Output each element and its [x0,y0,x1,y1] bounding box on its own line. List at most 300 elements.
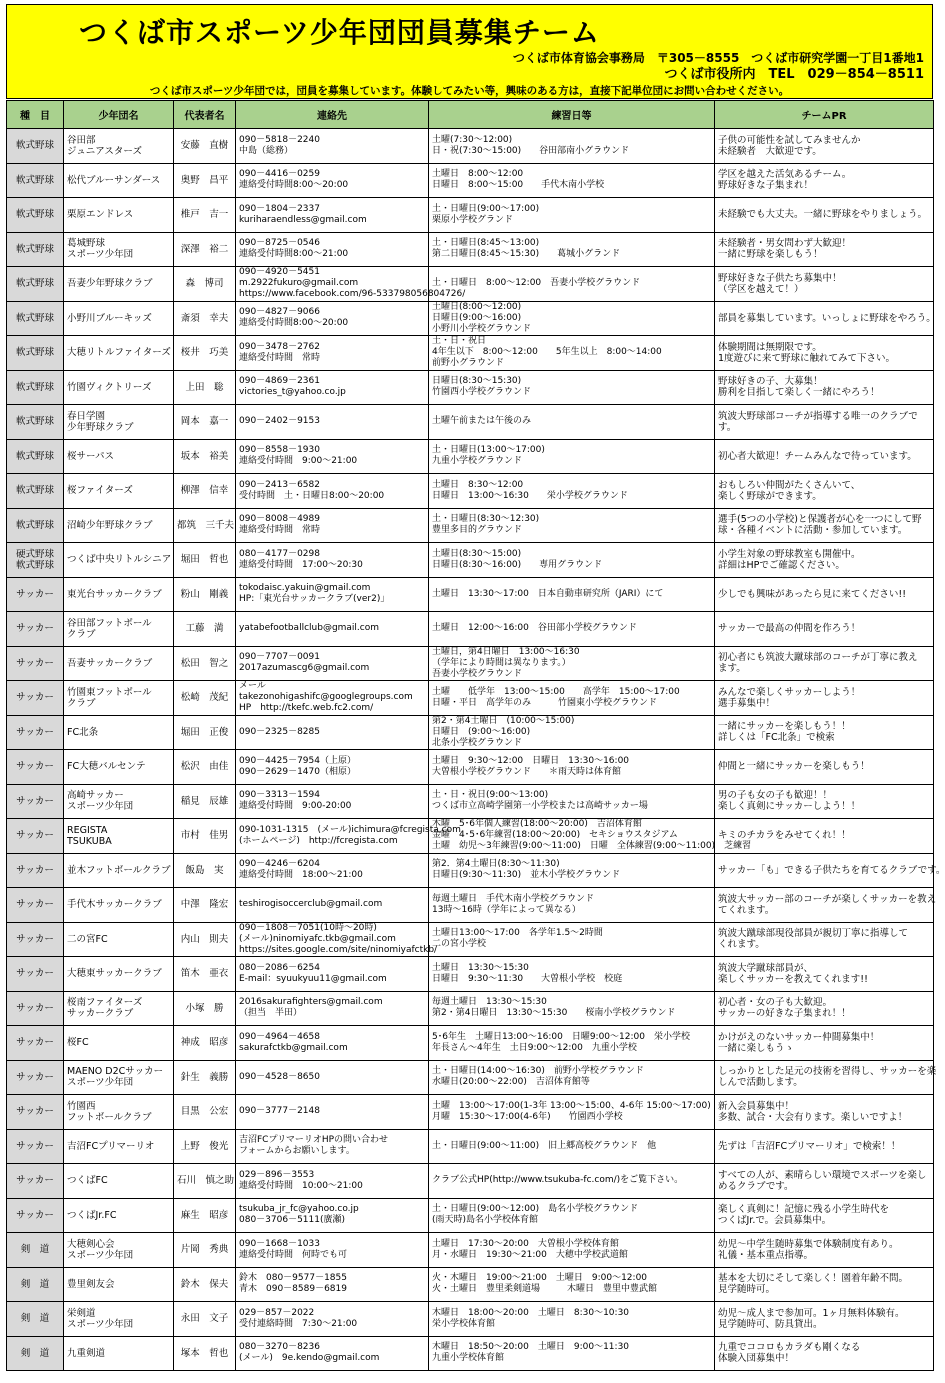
practice-cell-line: (雨天時)島名小学校体育館 [432,1215,539,1226]
representative-cell: 堀田 哲也 [174,543,236,578]
contact-cell [236,1129,429,1164]
team-name-cell-line: 栗原エンドレス [67,209,134,221]
team-pr-cell [715,508,934,543]
table-row [7,750,934,785]
practice-cell [429,991,715,1026]
contact-cell-line: 090－2629－1470（相原） [239,766,356,777]
team-name-cell-line: つくばJr.FC [67,1209,117,1221]
contact-cell [236,336,429,371]
practice-cell-line: 土曜日 13:30～15:30 [432,962,529,973]
contact-cell-line: 090－3777－2148 [239,1106,320,1117]
team-name-cell [64,715,174,750]
table-row [7,888,934,923]
team-name-cell [64,370,174,405]
practice-cell-line: 土・日曜日(14:00～16:30) 前野小学校グラウンド [432,1066,644,1077]
sport-cell [7,336,64,371]
team-pr-cell-line: 勝利を目指して楽しく一緒にやろう！ [718,387,880,399]
contact-cell [236,1060,429,1095]
contact-cell-line: tokodaisc.yakuin@gmail.com [239,583,371,594]
practice-cell [429,1060,715,1095]
team-pr-cell-line: 初心者・女の子も大歓迎。 [718,997,833,1009]
practice-cell-line: 土曜 幼児～3年練習(9:00～11:00) 日曜 全体練習(9:00～11:00) 芝練習 [432,841,752,852]
representative-cell: 片岡 秀典 [174,1233,236,1268]
team-name-cell-line: 大穂東サッカークラブ [67,968,162,980]
sport-cell [7,370,64,405]
team-pr-cell [715,1095,934,1130]
contact-cell [236,543,429,578]
team-name-cell [64,232,174,267]
team-pr-cell-line: てくれます。 [718,904,775,916]
sport-cell [7,784,64,819]
practice-cell-line: 土・日・祝日 [432,336,487,347]
team-name-cell [64,163,174,198]
team-pr-cell-line: 野球好きの子、大募集！ [718,376,823,388]
representative-cell: 安藤 直樹 [174,129,236,164]
team-pr-cell-line: 幼児～中学生随時募集で体験制度有あり。 [718,1238,899,1250]
team-pr-cell-line: 未経験者 大歓迎です。 [718,145,822,157]
representative-cell: 小塚 勝 [174,991,236,1026]
team-name-cell-line: 豊里剣友会 [67,1278,115,1290]
contact-cell [236,267,466,302]
contact-cell-line: 090－4964－4658 [239,1031,320,1042]
sport-cell-line: 軟式野球 [15,416,54,428]
contact-cell-line: 090－4827－9066 [239,307,320,318]
sport-cell [7,577,64,612]
contact-cell-line: 090－5818－2240 [239,134,320,145]
sport-cell-line: 軟式野球 [15,450,54,462]
practice-cell [429,646,715,681]
table-row [7,405,934,440]
practice-cell-line: 日曜日(9:30～11:30) 並木小学校グラウンド [432,870,621,881]
team-pr-cell [715,267,934,302]
practice-cell-line: つくば市立高崎学園第一小学校または高崎サッカー場 [432,801,648,812]
practice-cell [429,301,715,336]
sport-cell [7,991,64,1026]
practice-cell-line: 第2・第4日曜日 13:30～15:30 桜南小学校グラウンド [432,1008,676,1019]
sport-cell [7,267,64,302]
table-row [7,1060,934,1095]
team-name-cell [64,577,174,612]
sport-cell-line: サッカー [16,761,54,773]
representative-cell: 都筑 三千夫 [174,508,236,543]
practice-cell-line: 土曜 低学年 13:00～15:00 高学年 15:00～17:00 [432,686,680,697]
contact-cell-line: 青木 090－8589－6819 [239,1284,347,1295]
sport-cell-line: サッカー [16,726,54,738]
practice-cell-line: 火・木曜日 19:00～21:00 土曜日 9:00～12:00 [432,1273,648,1284]
team-name-cell-line: 葛城野球 [67,238,106,250]
representative-cell: 内山 則夫 [174,922,236,957]
team-name-cell [64,1026,174,1061]
team-pr-cell-line: 体験期間は無期限です。 [718,341,822,353]
contact-cell [236,508,429,543]
contact-cell [236,232,429,267]
team-name-cell [64,267,174,302]
contact-cell [236,129,429,164]
team-name-cell-line: ジュニアスターズ [67,145,142,157]
contact-cell-line: 連絡受付時間 10:00～21:00 [239,1180,363,1191]
team-pr-cell-line: 初心者にも筑波大蹴球部のコーチが丁寧に教え [718,652,918,664]
team-pr-cell [715,577,934,612]
team-name-cell-line: 竹園ヴィクトリーズ [67,381,152,393]
representative-cell: 堀田 正俊 [174,715,236,750]
contact-cell-line: メール [239,681,266,692]
practice-cell-line: 日曜日 9:30～11:30 大曽根小学校 校庭 [432,973,623,984]
practice-cell-line: 木曜日 18:00～20:00 土曜日 8:30～10:30 [432,1307,630,1318]
contact-cell [236,163,429,198]
team-name-cell-line: サッカークラブ [67,1008,134,1020]
sport-cell [7,301,64,336]
practice-cell-line: 水曜日(20:00～22:00) 吉沼体育館等 [432,1077,590,1088]
team-pr-cell [715,888,937,923]
team-pr-cell [715,439,934,474]
sport-cell-line: 剣 道 [20,1244,50,1256]
contact-cell [236,370,429,405]
contact-cell-line: 090－8558－1930 [239,445,320,456]
representative-cell: 工藤 満 [174,612,236,647]
table-body [7,129,945,1371]
sport-cell-line: サッカー [16,933,54,945]
team-name-cell-line: 谷田部 [67,134,96,146]
team-name-cell-line: 大穂剣心会 [67,1238,115,1250]
contact-cell-line: 連絡受付時間 17:00～20:30 [239,559,363,570]
sport-cell-line: 軟式野球 [15,278,54,290]
team-name-cell-line: 竹園東フットボール [67,686,152,698]
team-pr-cell-line: 学区を越えた活気あるチーム。 [718,169,852,181]
contact-cell [236,1336,429,1371]
practice-cell-line: 土曜日 9:30～12:00 日曜日 13:30～16:00 [432,755,630,766]
contact-cell [236,1267,429,1302]
representative-cell: 上野 俊光 [174,1129,236,1164]
team-name-cell-line: スポーツ少年団 [67,801,134,813]
practice-cell-line: 土曜日 13:30～17:00 日本自動車研究所（JARI）にて [432,588,664,599]
team-name-cell-line: スポーツ少年団 [67,249,134,261]
contact-cell-line: 連絡受付時間 9:00～21:00 [239,456,358,467]
team-pr-cell [715,1198,934,1233]
contact-cell-line: 連絡受付時間8:00～21:00 [239,249,349,260]
contact-cell [236,784,429,819]
practice-cell-line: 栄小学校体育館 [432,1318,496,1329]
team-name-cell-line: 吾妻少年野球クラブ [67,278,153,290]
practice-cell-line: 土曜(7:30～12:00) [432,134,513,145]
practice-cell-line: 土・日曜日(8:30～12:30) [432,514,540,525]
practice-cell [429,129,715,164]
practice-cell-line: 日曜日 13:00～16:30 栄小学校グラウンド [432,490,628,501]
practice-cell-line: 第2．第4土曜日(8:30～11:30) [432,859,560,870]
team-pr-cell [715,1164,934,1199]
team-name-cell-line: 桜サーパス [67,450,115,462]
sport-cell-line: 剣 道 [20,1278,50,1290]
team-pr-cell [715,1233,934,1268]
team-pr-cell-line: （学区を越えて！） [718,283,804,295]
team-name-cell [64,1129,174,1164]
contact-cell [236,405,429,440]
practice-cell-line: 土曜日(8:00～12:00) [432,301,522,312]
contact-cell [236,888,429,923]
practice-cell [429,1198,715,1233]
sport-cell-line: サッカー [16,1175,54,1187]
table-row [7,991,934,1026]
table-row [7,336,934,371]
team-name-cell [64,439,174,474]
representative-cell: 松沢 由佳 [174,750,236,785]
representative-cell: 椎戸 吉一 [174,198,236,233]
contact-cell [236,439,429,474]
contact-cell-line: 090－8008－4989 [239,514,320,525]
team-pr-cell-line: 初心者大歓迎！チームみんなで待っています。 [718,450,917,462]
team-pr-cell-line: 新入会員募集中！ [718,1100,795,1112]
practice-cell-line: 土曜午前または午後のみ [432,416,532,427]
contact-cell-line: （担当 半田） [239,1008,303,1019]
team-name-cell [64,543,174,578]
contact-cell-line: teshirogisoccerclub@gmail.com [239,899,383,910]
team-name-cell-line: スポーツ少年団 [67,1249,134,1261]
representative-cell: 奥野 昌平 [174,163,236,198]
practice-cell-line: 栗原小学校グランド [432,214,514,225]
practice-cell-line: 4年生以下 8:00～12:00 5年生以上 8:00～14:00 [432,347,662,358]
representative-cell: 森 博司 [174,267,236,302]
column-header-pr: チームPR [715,101,934,129]
contact-cell-line: (メール)ninomiyafc.tkb@gmail.com [239,933,396,944]
contact-cell-line: 090－1808－7051(10時～20時) [239,922,377,933]
org-address: つくば市体育協会事務局 〒305－8555 つくば市研究学園一丁目1番地1 [512,51,924,65]
practice-cell [429,1095,715,1130]
practice-cell-line: 前野小グラウンド [432,358,505,369]
contact-cell-line: 連絡受付時間 9:00-20:00 [239,801,352,812]
sport-cell-line: サッカー [16,588,54,600]
practice-cell-line: 5･6年生 土曜日13:00～16:00 日曜9:00～12:00 栄小学校 [432,1031,690,1042]
contact-cell [236,715,429,750]
practice-cell-line: 吾妻小学校グラウンド [432,668,523,679]
practice-cell [429,336,715,371]
contact-cell [236,646,429,681]
header-banner [6,4,933,99]
practice-cell-line: 九重小学校グラウンド [432,456,523,467]
practice-cell-line: 年長さん～4年生 土日9:00～12:00 九重小学校 [432,1042,637,1053]
contact-cell-line: 連絡受付時間8:00～20:00 [239,180,349,191]
sport-cell [7,1095,64,1130]
intro-text: つくば市スポーツ少年団では，団員を募集しています。体験してみたい等，興味のある方は，直接下記単位団にお問い合わせください。 [149,85,790,97]
team-pr-cell-line: 球・各種イベントに活動・参加しています。 [718,525,908,537]
contact-cell [236,474,429,509]
sport-cell [7,508,64,543]
table-row [7,1233,934,1268]
practice-cell [429,543,715,578]
contact-cell-line: 連絡受付時間 18:00～21:00 [239,870,363,881]
sport-cell [7,129,64,164]
practice-cell-line: 木曜 5･6年個人練習(18:00～20:00) 吉沼体育館 [432,819,642,830]
practice-cell-line: 二の宮小学校 [432,939,487,950]
contact-cell-line: victories_t@yahoo.co.jp [239,387,346,398]
representative-cell: 粉山 剛義 [174,577,236,612]
contact-cell [236,1302,429,1337]
team-pr-cell [715,750,934,785]
column-header-practice: 練習日等 [429,101,715,129]
team-pr-cell-line: 野球好きな子集まれ！ [718,180,814,192]
team-name-cell-line: 二の宮FC [67,933,108,945]
sport-cell-line: 軟式野球 [15,243,54,255]
team-pr-cell-line: 一緒に野球を楽しもう！ [718,249,823,261]
team-name-cell-line: 東光台サッカークラブ [67,588,162,600]
team-name-cell-line: クラブ [67,628,96,640]
contact-cell-line: 090－2413－6582 [239,479,320,490]
team-pr-cell-line: 仲間と一緒にサッカーを楽しもう！ [718,761,870,773]
representative-cell: 深澤 裕二 [174,232,236,267]
table-row [7,1129,934,1164]
team-pr-cell [715,853,945,888]
table-row [7,646,934,681]
practice-cell [429,370,715,405]
sport-cell-line: サッカー [16,1209,54,1221]
team-pr-cell [715,405,934,440]
team-pr-cell [715,198,934,233]
practice-cell-line: 月曜 15:30～17:00(4-6年) 竹園西小学校 [432,1111,623,1122]
practice-cell [429,922,715,957]
practice-cell [429,1026,715,1061]
team-name-cell-line: 並木フットボールクラブ [67,864,171,876]
team-pr-cell [715,1302,934,1337]
team-pr-cell-line: サッカーの好きな子集まれ！！ [718,1008,851,1020]
sport-cell-line: サッカー [16,899,54,911]
practice-cell-line: 毎週土曜日 13:30～15:30 [432,997,547,1008]
representative-cell: 市村 佳男 [174,819,236,854]
contact-cell-line: 090－4869－2361 [239,376,320,387]
practice-cell [429,1233,715,1268]
practice-cell-line: 土曜日 12:00～16:00 谷田部小学校グラウンド [432,623,637,634]
practice-cell-line: 木曜日 18:50～20:00 土曜日 9:00～11:30 [432,1342,630,1353]
team-pr-cell-line: すべての人が、素晴らしい環境でスポーツを楽し [718,1169,927,1181]
sport-cell-line: 軟式野球 [15,381,54,393]
representative-cell: 坂本 裕美 [174,439,236,474]
practice-cell-line: 土曜日(8:30～15:00) [432,548,522,559]
team-pr-cell [715,1026,934,1061]
representative-cell: 石川 慎之助 [174,1164,236,1199]
practice-cell [429,163,715,198]
practice-cell [429,1164,715,1199]
contact-cell-line: https://www.facebook.com/96-533798056804726/ [239,289,466,300]
contact-cell-line: 029－857－2022 [239,1307,315,1318]
team-pr-cell-line: キミのチカラをみせてくれ！！ [718,830,851,842]
team-name-cell [64,646,174,681]
contact-cell-line: (メール) 9e.kendo@gmail.com [239,1353,380,1364]
practice-cell-line: 土曜日 8:00～12:00 [432,169,524,180]
practice-cell-line: 土・日曜日 8:00～12:00 吾妻小学校グラウンド [432,278,641,289]
representative-cell: 岡本 嘉一 [174,405,236,440]
practice-cell [429,577,715,612]
practice-cell-line: 土・日曜日(9:00～12:00) 島名小学校グラウンド [432,1204,639,1215]
representative-cell: 松崎 茂紀 [174,681,236,716]
practice-cell-line: 日曜日 8:00～15:00 手代木南小学校 [432,180,605,191]
table-row [7,1267,934,1302]
team-pr-cell-line: サッカーで最高の仲間を作ろう！ [718,623,861,635]
team-name-cell [64,922,174,957]
table-row [7,129,934,164]
page-title: つくば市スポーツ少年団団員募集チーム [79,16,600,49]
practice-cell-line: 13時～16時（学年によって異なる） [432,904,581,915]
sport-cell [7,163,64,198]
team-name-cell-line: 少年野球クラブ [67,421,134,433]
practice-cell-line: 月・水曜日 19:30～21:00 大穂中学校武道館 [432,1249,628,1260]
team-name-cell-line: REGISTA [67,824,108,836]
team-name-cell [64,888,174,923]
sport-cell [7,474,64,509]
team-name-cell [64,1164,174,1199]
team-pr-cell-line: す。 [718,421,737,433]
column-header-representative: 代表者名 [174,101,236,129]
team-pr-cell-line: 基本を大切にそして楽しく！園着年齢不問。 [718,1273,909,1285]
team-name-cell-line: 松代ブルーサンダース [67,174,161,186]
team-table [6,100,945,1371]
sport-cell-line: サッカー [16,657,54,669]
column-header-team: 少年団名 [64,101,174,129]
contact-cell [236,1233,429,1268]
table-row [7,1198,934,1233]
contact-cell-line: 080－3706－5111(廣瀬) [239,1215,346,1226]
table-row [7,267,934,302]
practice-cell [429,1336,715,1371]
contact-cell-line: 2016sakurafighters@gmail.com [239,997,383,1008]
contact-cell-line: 090－2402－9153 [239,416,320,427]
contact-cell-line: 080－3270－8236 [239,1342,320,1353]
practice-cell [429,819,752,854]
contact-cell-line: 090－2325－8285 [239,726,320,737]
practice-cell-line: 大曽根小学校グラウンド ＊雨天時は体育館 [432,766,622,777]
sport-cell-line: サッカー [16,1140,54,1152]
sport-cell [7,232,64,267]
sport-cell-line: サッカー [16,830,54,842]
representative-cell: 神成 昭彦 [174,1026,236,1061]
contact-cell-line: 090－4416－0259 [239,169,320,180]
team-name-cell-line: 春日学園 [67,410,106,422]
contact-cell-line: 連絡受付時間 常時 [239,525,321,536]
sport-cell [7,646,64,681]
team-pr-cell-line: 先ずは「吉沼FCプリマーリオ」で検索！！ [718,1140,901,1152]
column-header-contact: 連絡先 [236,101,429,129]
contact-cell-line: m.2922fukuro@gmail.com [239,278,359,289]
contact-cell-line: フォームからお願いします。 [239,1146,355,1157]
practice-cell [429,715,715,750]
team-name-cell-line: 桜南ファイターズ [67,997,143,1009]
contact-cell-line: E-mail：syuukyuu11@gmail.com [239,973,387,984]
team-pr-cell-line: しっかりとした足元の技術を習得し、サッカーを楽 [718,1066,937,1078]
table-row [7,301,934,336]
practice-cell-line: 日曜日(8:30～16:00) 専用グラウンド [432,559,603,570]
sport-cell-line: 軟式野球 [15,519,54,531]
sport-cell [7,405,64,440]
practice-cell [429,267,715,302]
representative-cell: 稲見 辰雄 [174,784,236,819]
team-name-cell [64,1267,174,1302]
team-name-cell [64,681,174,716]
sport-cell [7,1233,64,1268]
table-row [7,681,934,716]
sport-cell-line: サッカー [16,1002,54,1014]
team-pr-cell-line: 男の子も女の子も歓迎！！ [718,790,833,802]
team-pr-cell-line: 楽しくサッカーを教えてくれます!! [718,973,868,985]
table-row [7,370,934,405]
team-name-cell-line: 大穂リトルファイターズ [67,347,171,359]
team-pr-cell [715,1336,934,1371]
team-name-cell-line: 桜FC [67,1037,89,1049]
contact-cell [236,1026,429,1061]
team-pr-cell-line: 少しでも興味があったら見に来てください!! [718,588,907,600]
representative-cell: 松田 智之 [174,646,236,681]
table-row [7,612,934,647]
practice-cell-line: 北条小学校グラウンド [432,737,523,748]
contact-cell [236,612,429,647]
team-pr-cell-line: 子供の可能性を試してみませんか [718,134,861,146]
table-row [7,1095,934,1130]
team-name-cell [64,750,174,785]
